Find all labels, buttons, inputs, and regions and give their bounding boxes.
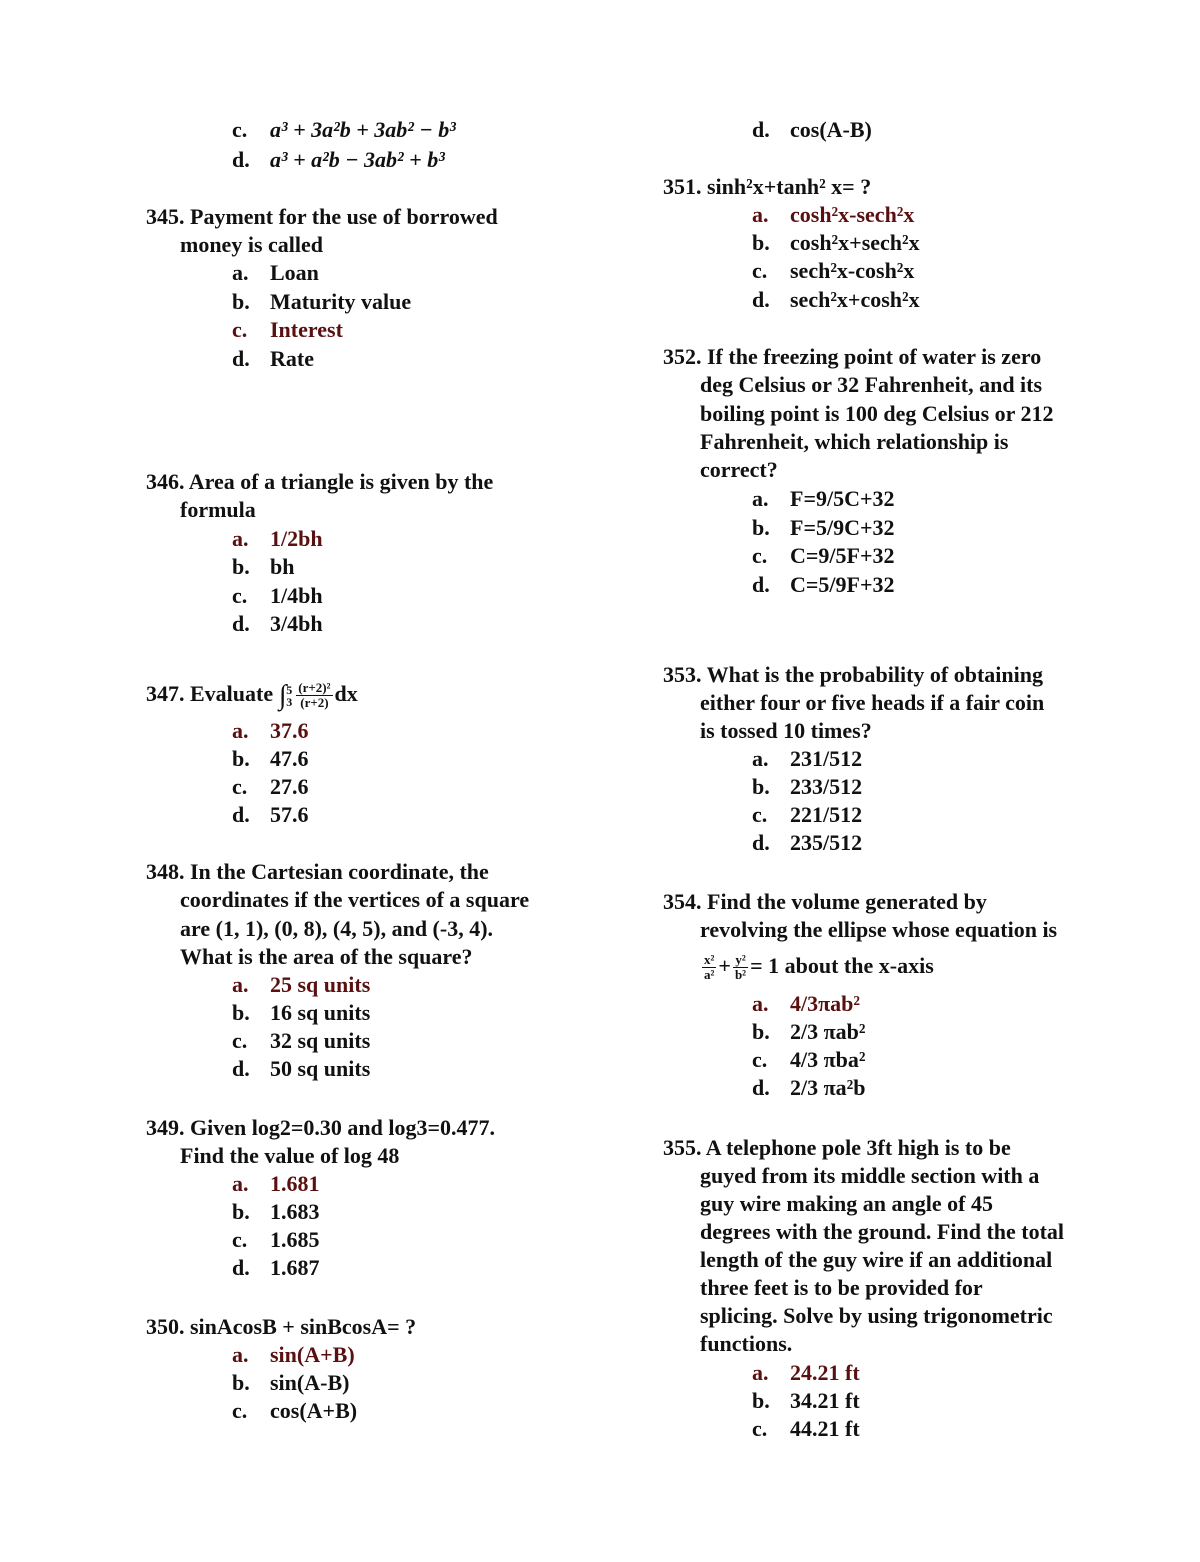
question-stem: 352. If the freezing point of water is zero (663, 344, 1042, 369)
question-stem: revolving the ellipse whose equation is (700, 917, 1058, 942)
option-label: c. (232, 117, 248, 142)
option-c: c. cos(A+B) (232, 1398, 358, 1423)
option-c: c. C=9/5F+32 (752, 543, 895, 568)
question-stem: formula (180, 497, 256, 522)
option-b: b. sin(A-B) (232, 1370, 350, 1395)
option-a-answer: a. 1.681 (232, 1171, 320, 1196)
question-stem: 355. A telephone pole 3ft high is to be (663, 1135, 1011, 1160)
question-stem: 345. Payment for the use of borrowed (146, 204, 498, 229)
option-b: b. Maturity value (232, 289, 412, 314)
ellipse-equation: $\frac{\text{x²}}{\text{a²}}$ + $\frac{\text{y²}}{\text{b²}}$ = 1 about the x-axis (704, 952, 934, 983)
question-stem: boiling point is 100 deg Celsius or 212 (700, 401, 1054, 426)
question-stem: either four or five heads if a fair coin (700, 690, 1045, 715)
option-c: c. 27.6 (232, 774, 309, 799)
option-b: b. 34.21 ft (752, 1388, 860, 1413)
option-b: b. bh (232, 554, 295, 579)
question-stem: What is the area of the square? (180, 944, 473, 969)
question-stem: functions. (700, 1331, 793, 1356)
option-a: a. F=9/5C+32 (752, 486, 895, 511)
question-stem-integral: 347. Evaluate ∫ 5 3 $\frac{\text{(r+2)²}}{(r+2)}$ dx (146, 679, 358, 711)
option-a-answer: a. 37.6 (232, 718, 309, 743)
option-c: c. 1.685 (232, 1227, 320, 1252)
option-text: a³ + a²b − 3ab² + b³ (270, 147, 445, 172)
option-d: d. 3/4bh (232, 611, 323, 636)
option-a: a. Loan (232, 260, 319, 285)
option-b: b. 16 sq units (232, 1000, 371, 1025)
question-stem: degrees with the ground. Find the total (700, 1219, 1065, 1244)
question-stem: 348. In the Cartesian coordinate, the (146, 859, 489, 884)
fraction-y: $\frac{\text{y²}}{\text{b²}}$ (734, 952, 747, 983)
option-c: c. 221/512 (752, 802, 863, 827)
question-stem: 353. What is the probability of obtaining (663, 662, 1043, 687)
integral-sign: ∫ (278, 679, 287, 711)
option-b: b. 233/512 (752, 774, 863, 799)
question-stem: coordinates if the vertices of a square (180, 887, 530, 912)
question-stem: deg Celsius or 32 Fahrenheit, and its (700, 372, 1043, 397)
question-stem: correct? (700, 457, 778, 482)
option-c (232, 116, 456, 144)
option-d: d. 1.687 (232, 1255, 320, 1280)
option-c: c. 44.21 ft (752, 1416, 860, 1441)
question-stem: 346. Area of a triangle is given by the (146, 469, 494, 494)
option-a-answer: a. sin(A+B) (232, 1342, 355, 1367)
question-stem: 351. sinh²x+tanh² x= ? (663, 174, 872, 199)
question-stem: Fahrenheit, which relationship is (700, 429, 1009, 454)
question-stem: splicing. Solve by using trigonometric (700, 1303, 1053, 1328)
option-a: a. 231/512 (752, 746, 863, 771)
option-c: c. 4/3 πba² (752, 1047, 866, 1072)
option-a-answer: a. 24.21 ft (752, 1360, 860, 1385)
question-stem: 349. Given log2=0.30 and log3=0.477. (146, 1115, 495, 1140)
option-d: d. 50 sq units (232, 1056, 371, 1081)
option-b: b. 2/3 πab² (752, 1019, 866, 1044)
option-a-answer: a. 1/2bh (232, 526, 323, 551)
option-d: d. 57.6 (232, 802, 309, 827)
option-c: c. 32 sq units (232, 1028, 371, 1053)
option-b: b. cosh²x+sech²x (752, 230, 920, 255)
question-stem: Find the value of log 48 (180, 1143, 400, 1168)
question-stem: 354. Find the volume generated by (663, 889, 987, 914)
option-c: c. 1/4bh (232, 583, 323, 608)
option-d (232, 146, 445, 174)
option-d: d. cos(A-B) (752, 117, 872, 142)
option-d: d. Rate (232, 346, 314, 371)
option-d: d. sech²x+cosh²x (752, 287, 920, 312)
option-label: d. (232, 147, 250, 172)
option-d: d. 2/3 πa²b (752, 1075, 866, 1100)
option-a-answer: a. cosh²x-sech²x (752, 202, 915, 227)
question-stem: is tossed 10 times? (700, 718, 872, 743)
option-a-answer: a. 4/3πab² (752, 991, 860, 1016)
question-stem: 350. sinAcosB + sinBcosA= ? (146, 1314, 417, 1339)
question-stem: guyed from its middle section with a (700, 1163, 1040, 1188)
option-b: b. 47.6 (232, 746, 309, 771)
question-stem: guy wire making an angle of 45 (700, 1191, 993, 1216)
option-text: a³ + 3a²b + 3ab² − b³ (270, 117, 456, 142)
integrand-fraction: $\frac{\text{(r+2)²}}{(r+2)}$ (298, 680, 331, 711)
question-stem: three feet is to be provided for (700, 1275, 983, 1300)
option-c-answer: c. Interest (232, 317, 343, 342)
option-b: b. F=5/9C+32 (752, 515, 895, 540)
question-stem: are (1, 1), (0, 8), (4, 5), and (-3, 4). (180, 916, 494, 941)
option-b: b. 1.683 (232, 1199, 320, 1224)
integral-limits: 5 3 (286, 682, 293, 709)
option-d: d. C=5/9F+32 (752, 572, 895, 597)
question-stem: length of the guy wire if an additional (700, 1247, 1053, 1272)
option-d: d. 235/512 (752, 830, 863, 855)
option-c: c. sech²x-cosh²x (752, 258, 915, 283)
question-stem: money is called (180, 232, 323, 257)
fraction-x: $\frac{\text{x²}}{\text{a²}}$ (704, 952, 715, 983)
option-a-answer: a. 25 sq units (232, 972, 371, 997)
